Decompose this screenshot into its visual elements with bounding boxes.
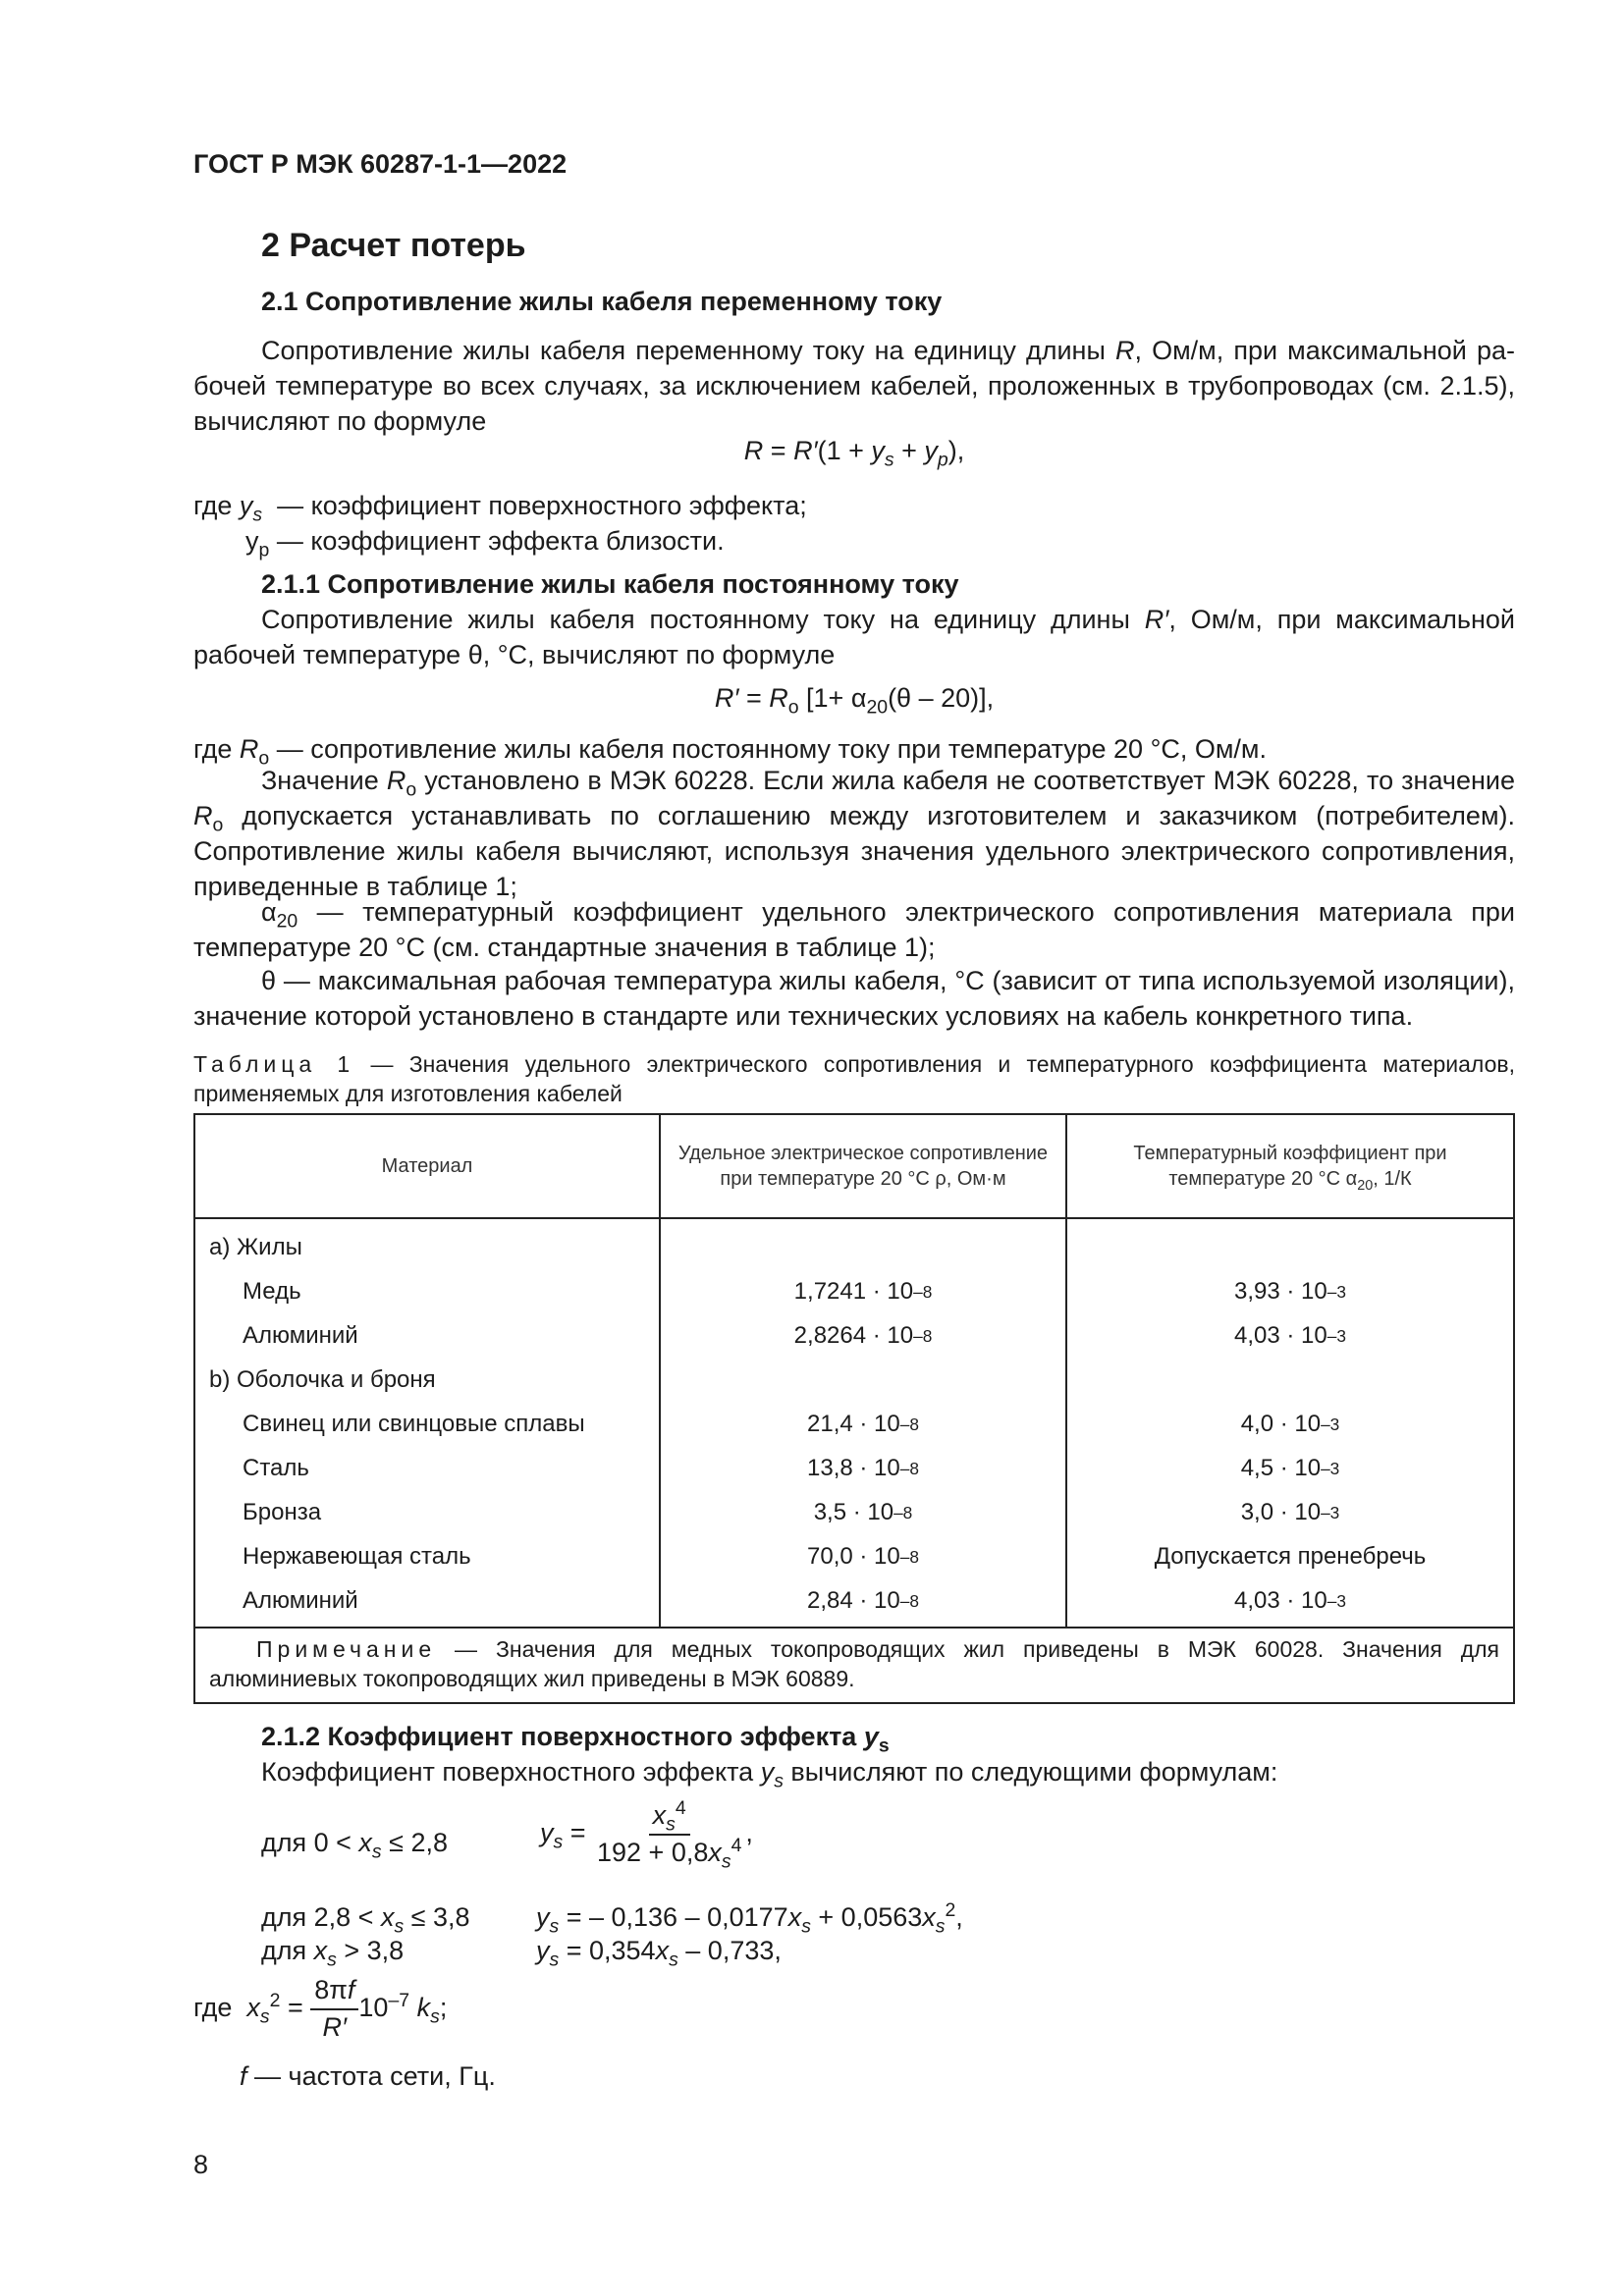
table-cell-resistivity: 13,8 · 10 –8 xyxy=(807,1454,919,1481)
table-cell-material: Свинец или свинцовые сплавы xyxy=(243,1410,585,1437)
table-cell-temp-coefficient: 4,5 · 10 –3 xyxy=(1240,1454,1340,1481)
section-title: 2 Расчет потерь xyxy=(261,227,526,264)
table-cell-resistivity: 3,5 · 10 –8 xyxy=(813,1498,913,1525)
subsection-2-1-2-title: 2.1.2 Коэффициент поверхностного эффекта $y_s$ xyxy=(261,1722,890,1757)
table-cell-resistivity: 2,84 · 10 –8 xyxy=(807,1586,919,1614)
column-header-resistivity: Удельное электрическое сопротивление при температуре 20 °С ρ, Ом·м xyxy=(660,1114,1066,1218)
condition-range-3: для $x_s > 3,8$ xyxy=(261,1936,405,1971)
table-cell-temp-coefficient: 4,0 · 10 –3 xyxy=(1240,1410,1340,1437)
subsection-2-1-1-title: 2.1.1 Сопротивление жилы кабеля постоянному току xyxy=(261,569,959,599)
table-cell-resistivity: 1,7241 · 10 –8 xyxy=(793,1277,933,1305)
table-note: Примечание — Значения для медных токопроводящих жил приведены в МЭК 60028. Значения для алюминиевых токопроводящих жил приведены в МЭК 60889. xyxy=(194,1628,1514,1703)
table-cell-material: Медь xyxy=(243,1277,301,1305)
table-cell-resistivity: 21,4 · 10 –8 xyxy=(807,1410,919,1437)
document-header: ГОСТ Р МЭК 60287-1-1—2022 xyxy=(193,149,568,179)
page-number: 8 xyxy=(193,2150,209,2179)
table-cell-temp-coefficient: Допускается пренебречь xyxy=(1154,1542,1427,1570)
materials-table xyxy=(193,1113,1515,1704)
formula-dc-resistance: $R' = R_o$ $[1+ \alpha_{20}(\theta - 20)]$, xyxy=(714,683,995,719)
table-caption: Таблица 1 — Значения удельного электрического сопротивления и температурного коэффициента материалов, применяемых для изготовления кабелей xyxy=(193,1051,1515,1106)
formula-ys-range-1: $y_s$ = $\frac{x_s^4}{192 + 0,8x_s^4}$ , xyxy=(540,1797,753,1873)
formula-ac-resistance: $R = R'(1 + y_s + y_p)$, xyxy=(743,436,965,471)
table-cell-material: Нержавеющая сталь xyxy=(243,1542,471,1570)
column-header-temp-coefficient: Температурный коэффициент при температуре 20 °С $\alpha_{20}$, 1/К xyxy=(1066,1114,1514,1218)
column-header-material: Материал xyxy=(194,1114,660,1218)
definition-theta: θ — максимальная рабочая температура жилы кабеля, °С (зависит от типа используемой изоляции), значение которой установлено в стандарте или технических условиях на кабель конкретного типа. xyxy=(193,966,1515,1031)
definition-yp: $y_p$ — коэффициент эффекта близости. xyxy=(245,526,725,561)
table-row-group: а) Жилы xyxy=(209,1233,302,1260)
condition-range-2: для $2,8 < x_s \le 3,8$ xyxy=(261,1902,470,1938)
definition-frequency: f — частота сети, Гц. xyxy=(240,2061,496,2091)
table-cell-resistivity: 70,0 · 10 –8 xyxy=(807,1542,919,1570)
table-row-group: b) Оболочка и броня xyxy=(209,1365,436,1393)
table-cell-material: Алюминий xyxy=(243,1586,358,1614)
condition-range-1: для $0 < x_s \le 2,8$ xyxy=(261,1828,448,1863)
paragraph-dc-resistance: Сопротивление жилы кабеля постоянному току на единицу длины R′, Ом/м, при максимальной рабочей температуре θ, °С, вычисляют по формуле xyxy=(193,605,1515,669)
definition-ro: где $R_o$ — сопротивление жилы кабеля постоянному току при температуре 20 °С, Ом/м. xyxy=(193,734,1267,770)
table-cell-temp-coefficient: 3,93 · 10 –3 xyxy=(1234,1277,1346,1305)
formula-ys-range-3: $y_s = 0,354x_s - 0,733$, xyxy=(536,1936,782,1971)
table-cell-temp-coefficient: 4,03 · 10 –3 xyxy=(1234,1586,1346,1614)
temp-coefficient-column xyxy=(1066,1218,1514,1628)
material-column xyxy=(194,1218,660,1628)
table-cell-temp-coefficient: 4,03 · 10 –3 xyxy=(1234,1321,1346,1349)
table-cell-material: Сталь xyxy=(243,1454,309,1481)
subsection-2-1-title: 2.1 Сопротивление жилы кабеля переменному току xyxy=(261,287,943,316)
resistivity-column xyxy=(660,1218,1066,1628)
paragraph-ac-resistance: Сопротивление жилы кабеля переменному току на единицу длины R, Ом/м, при максимальной рабочей температуре во всех случаях, за исключением кабелей, проложенных в трубопроводах (см. 2.1.5), вычисляют по формуле xyxy=(193,336,1515,436)
paragraph-ro-value: Значение $R_o$ установлено в МЭК 60228. Если жила кабеля не соответствует МЭК 60228, то значение $R_o$ допускается устанавливать по соглашению между изготовителем и заказчиком (потребителем). Сопротивление жилы кабеля вычисляют, используя значения удельного электрического сопротивления, приведенные в таблице 1; xyxy=(193,766,1515,901)
table-cell-material: Бронза xyxy=(243,1498,322,1525)
formula-ys-range-2: $y_s$ = – $0,136 - 0,0177x_s + 0,0563x_s^2$, xyxy=(536,1899,963,1938)
table-cell-temp-coefficient: 3,0 · 10 –3 xyxy=(1240,1498,1340,1525)
formula-xs: где $x_s^2$ = $\frac{8\pi f}{R'}$ $10^{-7}$ $k_s$; xyxy=(193,1975,448,2042)
paragraph-skin-effect: Коэффициент поверхностного эффекта $y_s$ вычисляют по следующими формулам: xyxy=(261,1757,1278,1792)
table-cell-resistivity: 2,8264 · 10 –8 xyxy=(793,1321,933,1349)
definition-ys: где $y_s$ — коэффициент поверхностного эффекта; xyxy=(193,491,807,526)
table-cell-material: Алюминий xyxy=(243,1321,358,1349)
definition-alpha20: $\alpha_{20}$ — температурный коэффициент удельного электрического сопротивления материала при температуре 20 °С (см. стандартные значения в таблице 1); xyxy=(193,897,1515,962)
